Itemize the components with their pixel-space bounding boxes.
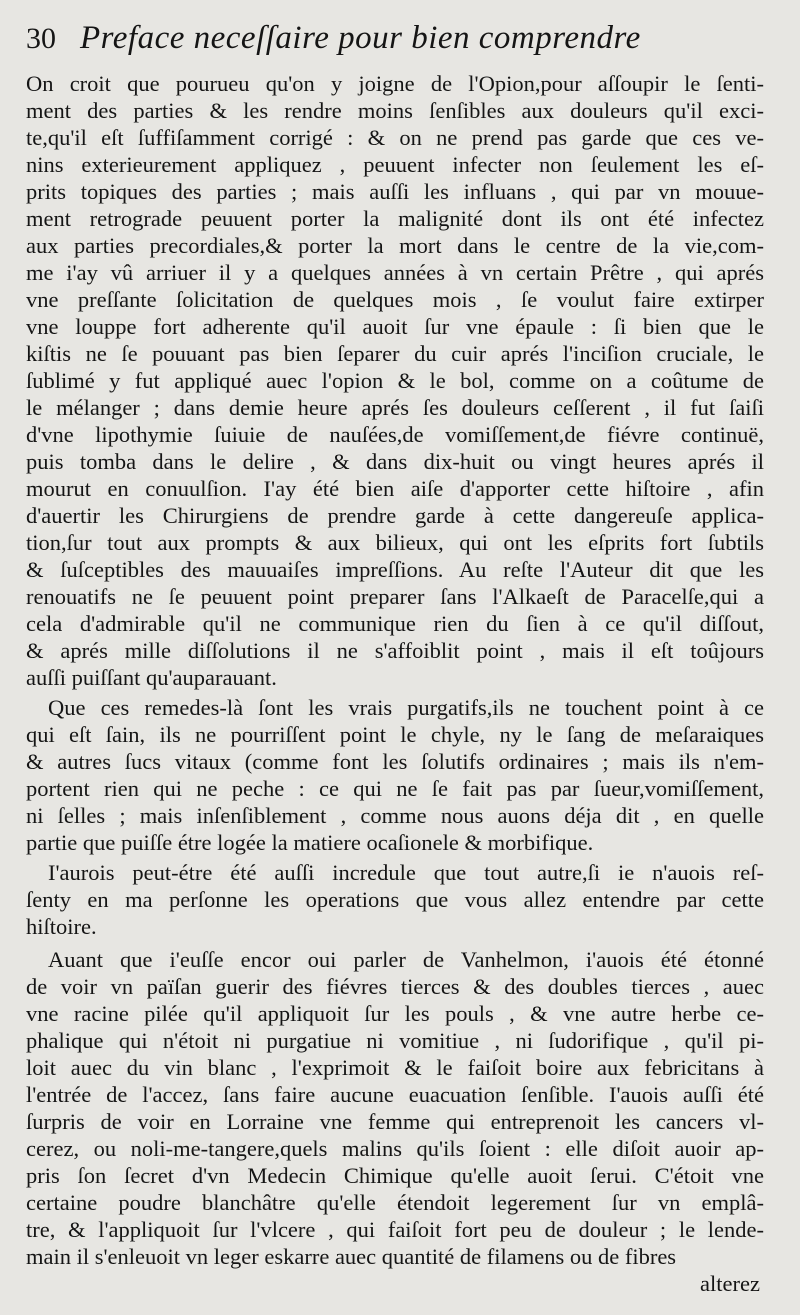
text-line: vne louppe fort adherente qu'il auoit ſur vne épaule : ſi bien que le <box>26 314 764 339</box>
paragraph <box>26 70 764 691</box>
text-line: Que ces remedes-là ſont les vrais purgatifs,ils ne touchent point à ce <box>48 695 764 720</box>
text-line: puis tomba dans le delire , & dans dix-huit ou vingt heures aprés il <box>26 449 764 474</box>
text-line: cela d'admirable qu'il ne communique rien du ſien à ce qu'il diſſout, <box>26 611 764 636</box>
text-line: certaine poudre blanchâtre qu'elle étendoit legerement ſur vn emplâ- <box>26 1190 764 1215</box>
text-line: le mélanger ; dans demie heure aprés ſes douleurs ceſſerent , il fut ſaiſi <box>26 395 764 420</box>
page-number: 30 <box>26 22 56 55</box>
text-line: Auant que i'euſſe encor oui parler de Vanhelmon, i'auois été étonné <box>48 947 764 972</box>
text-line: loit auec du vin blanc , l'exprimoit & le faiſoit boire aux febricitans à <box>26 1055 764 1080</box>
text-line: mourut en conuulſion. I'ay été bien aiſe d'apporter cette hiſtoire , afin <box>26 476 764 501</box>
text-line: prits topiques des parties ; mais auſſi les influans , qui par vn mouue- <box>26 179 764 204</box>
text-line: vne racine pilée qu'il appliquoit ſur les pouls , & vne autre herbe ce- <box>26 1001 764 1026</box>
text-line: nins exterieurement appliquez , peuuent infecter non ſeulement les eſ- <box>26 152 764 177</box>
text-line: & autres ſucs vitaux (comme font les ſolutifs ordinaires ; mais ils n'em- <box>26 749 764 774</box>
text-line: cerez, ou noli-me-tangere,quels malins qu'ils ſoient : elle diſoit auoir ap- <box>26 1136 764 1161</box>
text-line: tion,ſur tout aux prompts & aux bilieux, qui ont les eſprits fort ſubtils <box>26 530 764 555</box>
text-line: main il s'enleuoit vn leger eskarre auec quantité de filamens ou de fibres <box>26 1244 677 1269</box>
text-line: ni ſelles ; mais inſenſiblement , comme nous auons déja dit , en quelle <box>26 803 764 828</box>
text-line: d'vne lipothymie ſuiuie de nauſées,de vomiſſement,de fiévre continuë, <box>26 422 764 447</box>
running-head <box>26 20 764 70</box>
text-line: ment des parties & les rendre moins ſenſibles aux douleurs qu'il exci- <box>26 98 764 123</box>
paragraph <box>26 946 764 1270</box>
text-line: de voir vn païſan guerir des fiévres tierces & des doubles tierces , auec <box>26 974 764 999</box>
text-line: l'entrée de l'accez, ſans faire aucune euacuation ſenſible. I'auois auſſi été <box>26 1082 764 1107</box>
text-line: hiſtoire. <box>26 914 97 939</box>
catchword: alterez <box>700 1271 760 1296</box>
text-line: auſſi puiſſant qu'auparauant. <box>26 665 277 690</box>
text-line: aux parties precordiales,& porter la mort dans le centre de la vie,com- <box>26 233 764 258</box>
text-line: qui eſt ſain, ils ne pourriſſent point le chyle, ny le ſang de meſaraiques <box>26 722 764 747</box>
text-line: partie que puiſſe étre logée la matiere ocaſionele & morbifique. <box>26 830 594 855</box>
text-line: portent rien qui ne peche : ce qui ne ſe fait pas par ſueur,vomiſſement, <box>26 776 764 801</box>
text-line: & ſuſceptibles des mauuaiſes impreſſions. Au reſte l'Auteur dit que les <box>26 557 764 582</box>
text-line: ſenty en ma perſonne les operations que vous allez entendre par cette <box>26 887 764 912</box>
text-line: vne preſſante ſolicitation de quelques mois , ſe voulut faire extirper <box>26 287 764 312</box>
text-line: kiſtis ne ſe pouuant pas bien ſeparer du cuir aprés l'inciſion cruciale, le <box>26 341 764 366</box>
text-line: me i'ay vû arriuer il y a quelques années à vn certain Prêtre , qui aprés <box>26 260 764 285</box>
text-line: tre, & l'appliquoit ſur l'vlcere , qui faiſoit fort peu de douleur ; le lende- <box>26 1217 764 1242</box>
text-line: On croit que pourueu qu'on y joigne de l'Opion,pour aſſoupir le ſenti- <box>26 71 764 96</box>
text-line: d'auertir les Chirurgiens de prendre garde à cette dangereuſe applica- <box>26 503 764 528</box>
text-line: te,qu'il eſt ſuffiſamment corrigé : & on ne prend pas garde que ces ve- <box>26 125 764 150</box>
text-line: pris ſon ſecret d'vn Medecin Chimique qu'elle auoit ſerui. C'étoit vne <box>26 1163 764 1188</box>
body-text <box>26 70 764 1297</box>
paragraph <box>26 694 764 856</box>
text-line: & aprés mille diſſolutions il ne s'affoiblit point , mais il eſt toûjours <box>26 638 764 663</box>
text-line: I'aurois peut-étre été auſſi incredule que tout autre,ſi ie n'auois reſ- <box>48 860 764 885</box>
text-line: phalique qui n'étoit ni purgatiue ni vomitiue , ni ſudorifique , qu'il pi- <box>26 1028 764 1053</box>
running-title: Preface neceſſaire pour bien comprendre <box>80 20 641 56</box>
text-line: renouatifs ne ſe peuuent point preparer ſans l'Alkaeſt de Paracelſe,qui a <box>26 584 764 609</box>
paragraph <box>26 859 764 940</box>
text-line: ſurpris de voir en Lorraine vne femme qui entreprenoit les cancers vl- <box>26 1109 764 1134</box>
text-line: ſublimé y fut appliqué auec l'opion & le bol, comme on a coûtume de <box>26 368 764 393</box>
text-line: ment retrograde peuuent porter la malignité dont ils ont été infectez <box>26 206 764 231</box>
